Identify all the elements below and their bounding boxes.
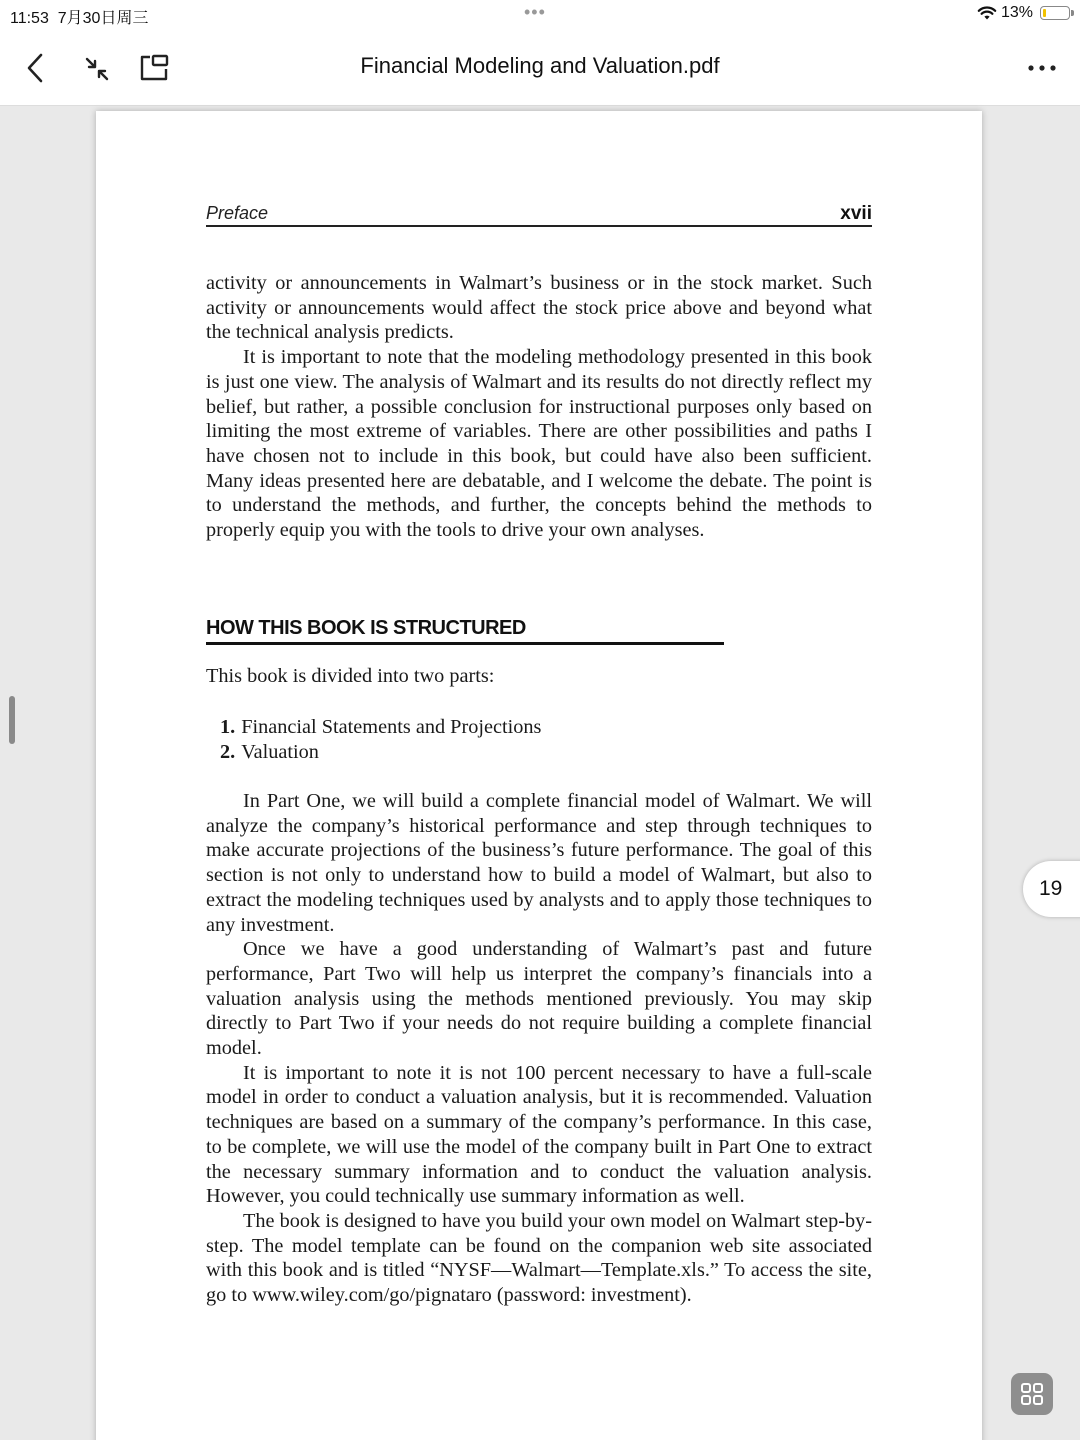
toolbar [0, 28, 1080, 106]
thumbnail-grid-button[interactable] [1011, 1373, 1053, 1415]
section-heading: HOW THIS BOOK IS STRUCTURED [206, 613, 724, 645]
page-indicator[interactable]: 19 [1023, 861, 1080, 917]
list-item: 2. Valuation [220, 740, 319, 763]
paragraph: Once we have a good understanding of Walmart’s past and future performance, Part Two will help us interpret the company’s financials into a valuation analysis using the methods mentioned previously. You may skip directly to Part Two if your needs do not require building a complete financial model. [206, 938, 872, 1060]
parts-list [220, 715, 541, 764]
structure-text [206, 789, 872, 1308]
paragraph: The book is designed to have you build your own model on Walmart step-by-step. The model template can be found on the companion web site associated with this book and is titled “NYSF—Walmart—Template.xls.” To access the site, go to www.wiley.com/go/pignataro (password: investment). [206, 1209, 872, 1307]
battery-fill [1043, 9, 1046, 17]
list-item: 1. Financial Statements and Projections [220, 716, 542, 738]
sidebar-drag-handle[interactable] [9, 696, 15, 744]
preface-text [206, 271, 872, 543]
paragraph: It is important to note that the modeling methodology presented in this book is just one view. The analysis of Walmart and its results do not directly reflect my belief, but rather, a possible conclusion for instructional purposes only based on limiting the most extreme of variables. There are other possibilities and paths I have chosen not to include in this book, but could have also been sufficient. Many ideas presented here are debatable, and I welcome the debate. The point is to understand the methods, and further, the concepts behind the methods to properly equip you with the tools to drive your own analyses. [206, 346, 872, 542]
battery-icon [1040, 6, 1070, 20]
grid-icon [1020, 1382, 1044, 1406]
page-number: xvii [840, 203, 872, 224]
paragraph: activity or announcements in Walmart’s business or in the stock market. Such activity or announcements would affect the stock price above and beyond what the technical analysis predicts. [206, 272, 872, 344]
document-title: Financial Modeling and Valuation.pdf [360, 53, 720, 78]
status-date: 7月30日周三 [57, 10, 149, 27]
pdf-page [96, 111, 982, 1440]
intro-text: This book is divided into two parts: [206, 665, 495, 687]
paragraph: It is important to note it is not 100 percent necessary to have a full-scale model in order to conduct a valuation analysis, but it is recommended. Valuation techniques are based on a summary of the company’s performance. In this case, to be complete, we will use the model of the company built in Part One to extract the necessary summary information and to conduct the valuation analysis. However, you could technically use summary information as well. [206, 1061, 872, 1208]
status-indicators [977, 4, 1070, 22]
running-head [206, 201, 872, 227]
battery-percent: 13% [1000, 4, 1033, 21]
more-icon [1027, 64, 1057, 72]
paragraph: In Part One, we will build a complete financial model of Walmart. We will analyze the company’s historical performance and step through techniques to make accurate projections of the business’s future performance. The goal of this section is not only to understand how to build a model of Walmart, but also to extract the modeling techniques used by analysts and to apply those techniques to any investment. [206, 790, 872, 936]
status-time: 11:53 7月30日周三 [10, 10, 149, 27]
multitask-dots[interactable]: ••• [524, 2, 546, 22]
more-button[interactable] [1022, 48, 1062, 88]
running-head-title: Preface [206, 203, 269, 223]
status-bar [0, 0, 1080, 28]
wifi-icon [977, 5, 997, 21]
